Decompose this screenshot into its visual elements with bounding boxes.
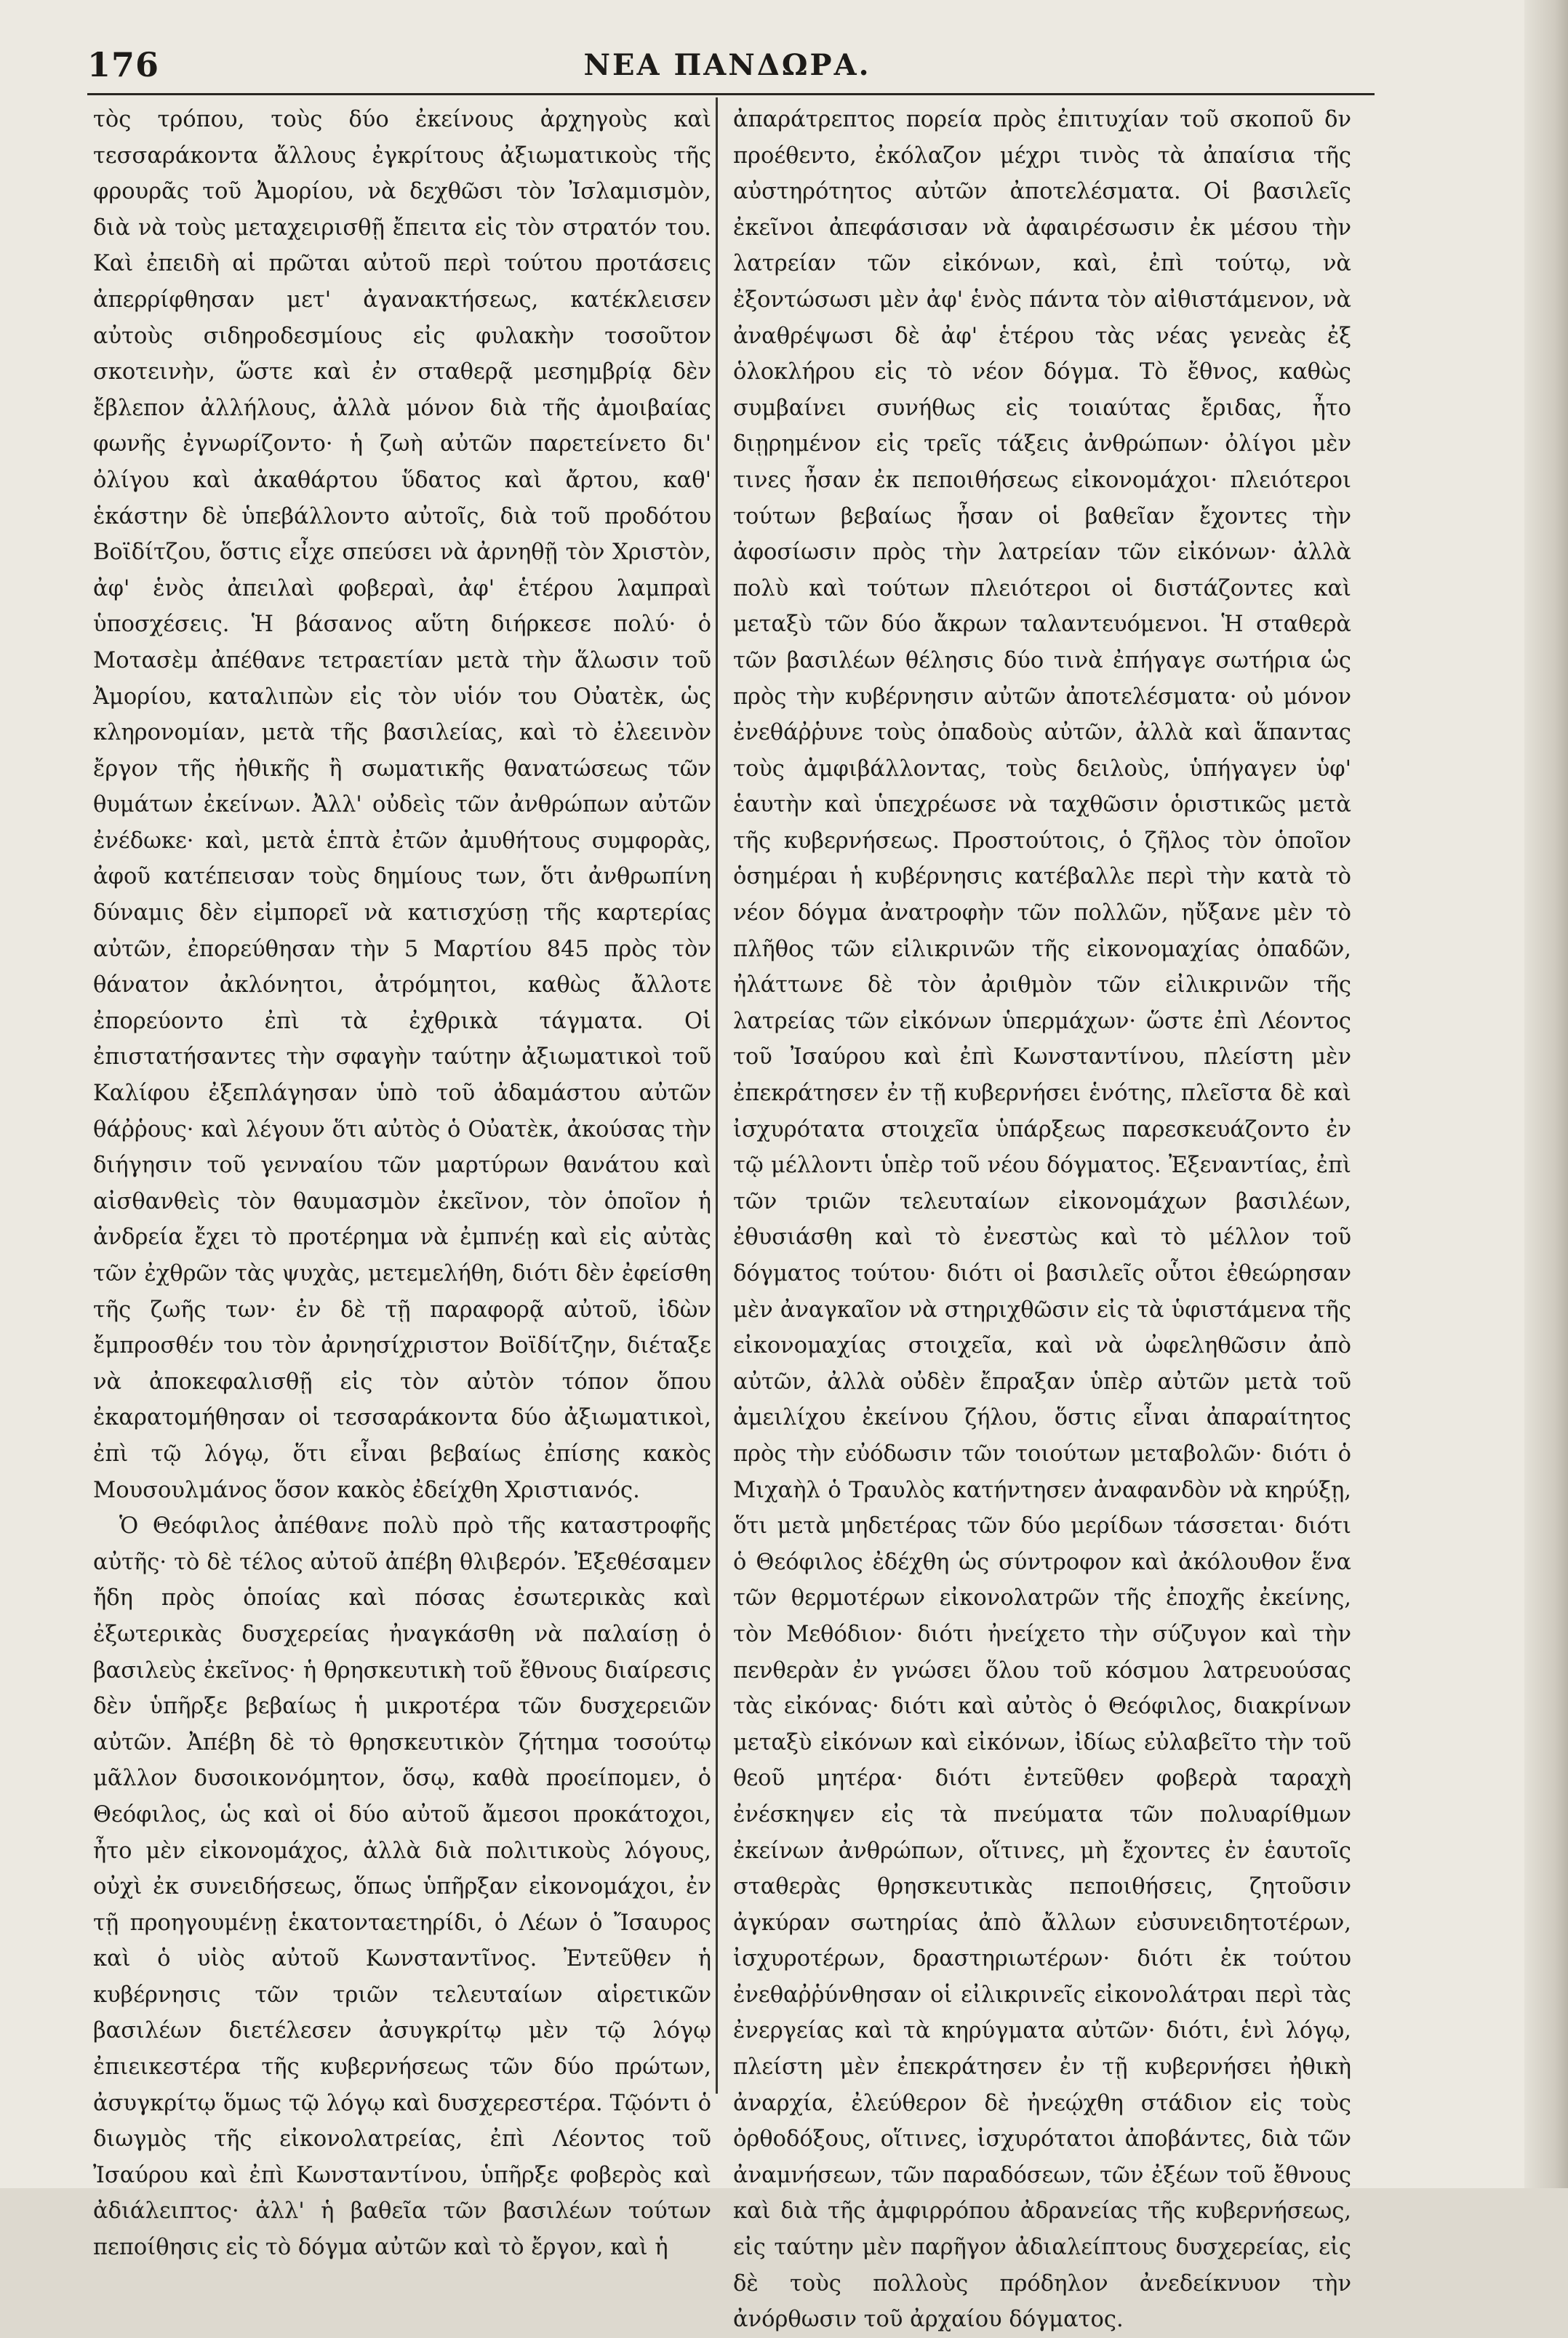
right-paragraph-1: ἀπαράτρεπτος πορεία πρὸς ἐπιτυχίαν τοῦ σκοποῦ δν προέθεντο, ἐκόλαζον μέχρι τινὸς τὰ ἀπαίσια τῆς αὐστηρότητος αὐτῶν ἀποτελέσματα. Οἱ βασιλεῖς ἐκεῖνοι ἀπεφάσισαν νὰ ἀφαιρέσωσιν ἐκ μέσου τὴν λατρείαν τῶν εἰκόνων, καὶ, ἐπὶ τούτῳ, νὰ ἐξοντώσωσι μὲν ἀφ' ἑνὸς πάντα τὸν αἰθιστάμενον, νὰ ἀναθρέψωσι δὲ ἀφ' ἑτέρου τὰς νέας γενεὰς ἐξ ὁλοκλήρου εἰς τὸ νέον δόγμα. Τὸ ἔθνος, καθὼς συμβαίνει συνήθως εἰς τοιαύτας ἔριδας, ἦτο διῃρημένον εἰς τρεῖς τάξεις ἀνθρώπων· ὀλίγοι μὲν τινες ἦσαν ἐκ πεποιθήσεως εἰκονομάχοι· πλειότεροι τούτων βεβαίως ἦσαν οἱ βαθεῖαν ἔχοντες τὴν ἀφοσίωσιν πρὸς τὴν λατρείαν τῶν εἰκόνων· ἀλλὰ πολὺ καὶ τούτων πλειότεροι οἱ διστάζοντες καὶ μεταξὺ τῶν δύο ἄκρων ταλαντευόμενοι. Ἡ σταθερὰ τῶν βασιλέων θέλησις δύο τινὰ ἐπήγαγε σωτήρια ὡς πρὸς τὴν κυβέρνησιν αὐτῶν ἀποτελέσματα· οὐ μόνον ἐνεθάῤῥυνε τοὺς ὀπαδοὺς αὐτῶν, ἀλλὰ καὶ ἅπαντας τοὺς ἀμφιβάλλοντας, τοὺς δειλοὺς, ὑπήγαγεν ὑφ' ἑαυτὴν καὶ ὑπεχρέωσε νὰ ταχθῶσιν ὁριστικῶς μετὰ τῆς κυβερνήσεως. Προστούτοις, ὁ ζῆλος τὸν ὁποῖον ὁσημέραι ἡ κυβέρνησις κατέβαλλε περὶ τὴν κατὰ τὸ νέον δόγμα ἀνατροφὴν τῶν πολλῶν, ηὔξανε μὲν τὸ πλῆθος τῶν εἰλικρινῶν τῆς εἰκονομαχίας ὀπαδῶν, ἠλάττωνε δὲ τὸν ἀριθμὸν τῶν εἰλικρινῶν τῆς λατρείας τῶν εἰκόνων ὑπερμάχων· ὥστε ἐπὶ Λέοντος τοῦ Ἰσαύρου καὶ ἐπὶ Κωνσταντίνου, πλείστη μὲν ἐπεκράτησεν ἐν τῇ κυβερνήσει ἑνότης, πλεῖστα δὲ καὶ ἰσχυρότατα στοιχεῖα ὑπάρξεως παρεσκευάζοντο ἐν τῷ μέλλοντι ὑπὲρ τοῦ νέου δόγματος. Ἐξεναντίας, ἐπὶ τῶν τριῶν τελευταίων εἰκονομάχων βασιλέων, ἐθυσιάσθη καὶ τὸ ἐνεστὼς καὶ τὸ μέλλον τοῦ δόγματος τούτου· διότι οἱ βασιλεῖς οὗτοι ἐθεώρησαν μὲν ἀναγκαῖον νὰ στηριχθῶσιν εἰς τὰ ὑφιστάμενα τῆς εἰκονομαχίας στοιχεῖα, καὶ νὰ ὠφεληθῶσιν ἀπὸ αὐτῶν, ἀλλὰ οὐδὲν ἔπραξαν ὑπὲρ αὐτῶν μετὰ τοῦ ἀμειλίχου ἐκείνου ζήλου, ὅστις εἶναι ἀπαραίτητος πρὸς τὴν εὐόδωσιν τῶν τοιούτων μεταβολῶν· διότι ὁ Μιχαὴλ ὁ Τραυλὸς κατήντησεν ἀναφανδὸν νὰ κηρύξῃ, ὅτι μετὰ μηδετέρας τῶν δύο μερίδων τάσσεται· διότι ὁ Θεόφιλος ἐδέχθη ὡς σύντροφον καὶ ἀκόλουθον ἕνα τῶν θερμοτέρων εἰκονολατρῶν τῆς ἐποχῆς ἐκείνης, τὸν Μεθόδιον· διότι ἠνείχετο τὴν σύζυγον καὶ τὴν πενθερὰν ἐν γνώσει ὅλου τοῦ κόσμου λατρευούσας τὰς εἰκόνας· διότι καὶ αὐτὸς ὁ Θεόφιλος, διακρίνων μεταξὺ εἰκόνων καὶ εἰκόνων, ἰδίως εὐλαβεῖτο τὴν τοῦ θεοῦ μητέρα· διότι ἐντεῦθεν φοβερὰ ταραχὴ ἐνέσκηψεν εἰς τὰ πνεύματα τῶν πολυαρίθμων ἐκείνων ἀνθρώπων, οἵτινες, μὴ ἔχοντες ἐν ἑαυτοῖς σταθερὰς θρησκευτικὰς πεποιθήσεις, ζητοῦσιν ἀγκύραν σωτηρίας ἀπὸ ἄλλων εὐσυνειδητοτέρων, ἰσχυροτέρων, δραστηριωτέρων· διότι ἐκ τούτου ἐνεθαῤῥύνθησαν οἱ εἰλικρινεῖς εἰκονολάτραι περὶ τὰς ἐνεργείας καὶ τὰ κηρύγματα αὐτῶν· διότι, ἑνὶ λόγῳ, πλείστη μὲν ἐπεκράτησεν ἐν τῇ κυβερνήσει ἠθικὴ ἀναρχία, ἐλεύθερον δὲ ἠνεῴχθη στάδιον εἰς τοὺς ὀρθοδόξους, οἵτινες, ἰσχυρότατοι ἀποβάντες, διὰ τῶν ἀναμνήσεων, τῶν παραδόσεων, τῶν ἐξέων τοῦ ἔθνους καὶ διὰ τῆς ἀμφιρρόπου ἀδρανείας τῆς κυβερνήσεως, εἰς ταύτην μὲν παρῆγον ἀδιαλείπτους δυσχερείας, εἰς δὲ τοὺς πολλοὺς πρόδηλον ἀνεδείκνυον τὴν ἀνόρθωσιν τοῦ ἀρχαίου δόγματος. xyxy=(733,107,1351,2333)
running-title: ΝΕΑ ΠΑΝΔΩΡΑ. xyxy=(583,48,871,82)
left-column xyxy=(93,102,711,2261)
column-divider xyxy=(716,97,718,2094)
page-header xyxy=(87,45,1367,89)
left-paragraph-2: Ὁ Θεόφιλος ἀπέθανε πολὺ πρὸ τῆς καταστροφῆς αὐτῆς· τὸ δὲ τέλος αὐτοῦ ἀπέβη θλιβερόν. Ἐξεθέσαμεν ἤδη πρὸς ὁποίας καὶ πόσας ἐσωτερικὰς καὶ ἐξωτερικὰς δυσχερείας ἠναγκάσθη νὰ παλαίσῃ ὁ βασιλεὺς ἐκεῖνος· ἡ θρησκευτικὴ τοῦ ἔθνους διαίρεσις δὲν ὑπῆρξε βεβαίως ἡ μικροτέρα τῶν δυσχερειῶν αὐτῶν. Ἀπέβη δὲ τὸ θρησκευτικὸν ζήτημα τοσούτῳ μᾶλλον δυσοικονόμητον, ὅσῳ, καθὰ προείπομεν, ὁ Θεόφιλος, ὡς καὶ οἱ δύο αὐτοῦ ἄμεσοι προκάτοχοι, ἦτο μὲν εἰκονομάχος, ἀλλὰ διὰ πολιτικοὺς λόγους, οὐχὶ ἐκ συνειδήσεως, ὅπως ὑπῆρξαν εἰκονομάχοι, ἐν τῇ προηγουμένῃ ἑκατονταετηρίδι, ὁ Λέων ὁ Ἴσαυρος καὶ ὁ υἱὸς αὐτοῦ Κωνσταντῖνος. Ἐντεῦθεν ἡ κυβέρνησις τῶν τριῶν τελευταίων αἱρετικῶν βασιλέων διετέλεσεν ἀσυγκρίτῳ μὲν τῷ λόγῳ ἐπιεικεστέρα τῆς κυβερνήσεως τῶν δύο πρώτων, ἀσυγκρίτῳ ὅμως τῷ λόγῳ καὶ δυσχερεστέρα. Τῷόντι ὁ διωγμὸς τῆς εἰκονολατρείας, ἐπὶ Λέοντος τοῦ Ἰσαύρου καὶ ἐπὶ Κωνσταντίνου, ὑπῆρξε φοβερὸς καὶ ἀδιάλειπτος· ἀλλ' ἡ βαθεῖα τῶν βασιλέων τούτων πεποίθησις εἰς τὸ δόγμα αὐτῶν καὶ τὸ ἔργον, καὶ ἡ xyxy=(93,1513,711,2261)
page-number: 176 xyxy=(87,45,160,84)
right-column xyxy=(733,102,1351,2333)
left-paragraph-1: τὸς τρόπου, τοὺς δύο ἐκείνους ἀρχηγοὺς καὶ τεσσαράκοντα ἄλλους ἐγκρίτους ἀξιωματικοὺς τῆς φρουρᾶς τοῦ Ἀμορίου, νὰ δεχθῶσι τὸν Ἰσλαμισμὸν, διὰ νὰ τοὺς μεταχειρισθῇ ἔπειτα εἰς τὸν στρατόν του. Καὶ ἐπειδὴ αἱ πρῶται αὐτοῦ περὶ τούτου προτάσεις ἀπερρίφθησαν μετ' ἀγανακτήσεως, κατέκλεισεν αὐτοὺς σιδηροδεσμίους εἰς φυλακὴν τοσοῦτον σκοτεινὴν, ὥστε καὶ ἐν σταθερᾷ μεσημβρίᾳ δὲν ἔβλεπον ἀλλήλους, ἀλλὰ μόνον διὰ τῆς ἀμοιβαίας φωνῆς ἐγνωρίζοντο· ἡ ζωὴ αὐτῶν παρετείνετο δι' ὀλίγου καὶ ἀκαθάρτου ὕδατος καὶ ἄρτου, καθ' ἑκάστην δὲ ὑπεβάλλοντο αὐτοῖς, διὰ τοῦ προδότου Βοϊδίτζου, ὅστις εἶχε σπεύσει νὰ ἀρνηθῇ τὸν Χριστὸν, ἀφ' ἑνὸς ἀπειλαὶ φοβεραὶ, ἀφ' ἑτέρου λαμπραὶ ὑποσχέσεις. Ἡ βάσανος αὕτη διήρκεσε πολύ· ὁ Μοτασὲμ ἀπέθανε τετραετίαν μετὰ τὴν ἅλωσιν τοῦ Ἀμορίου, καταλιπὼν εἰς τὸν υἱόν του Οὐατὲκ, ὡς κληρονομίαν, μετὰ τῆς βασιλείας, καὶ τὸ ἐλεεινὸν ἔργον τῆς ἠθικῆς ἢ σωματικῆς θανατώσεως τῶν θυμάτων ἐκείνων. Ἀλλ' οὐδεὶς τῶν ἀνθρώπων αὐτῶν ἐνέδωκε· καὶ, μετὰ ἑπτὰ ἐτῶν ἀμυθήτους συμφορὰς, ἀφοῦ κατέπεισαν τοὺς δημίους των, ὅτι ἀνθρωπίνη δύναμις δὲν εἰμπορεῖ νὰ κατισχύσῃ τῆς καρτερίας αὐτῶν, ἐπορεύθησαν τὴν 5 Μαρτίου 845 πρὸς τὸν θάνατον ἀκλόνητοι, ἀτρόμητοι, καθὼς ἄλλοτε ἐπορεύοντο ἐπὶ τὰ ἐχθρικὰ τάγματα. Οἱ ἐπιστατήσαντες τὴν σφαγὴν ταύτην ἀξιωματικοὶ τοῦ Καλίφου ἐξεπλάγησαν ὑπὸ τοῦ ἀδαμάστου αὐτῶν θάῤῥους· καὶ λέγουν ὅτι αὐτὸς ὁ Οὐατὲκ, ἀκούσας τὴν διήγησιν τοῦ γενναίου τῶν μαρτύρων θανάτου καὶ αἰσθανθεὶς τὸν θαυμασμὸν ἐκεῖνον, τὸν ὁποῖον ἡ ἀνδρεία ἔχει τὸ προτέρημα νὰ ἐμπνέῃ καὶ εἰς αὐτὰς τῶν ἐχθρῶν τὰς ψυχὰς, μετεμελήθη, διότι δὲν ἐφείσθη τῆς ζωῆς των· ἐν δὲ τῇ παραφορᾷ αὐτοῦ, ἰδὼν ἔμπροσθέν του τὸν ἀρνησίχριστον Βοϊδίτζην, διέταξε νὰ ἀποκεφαλισθῇ εἰς τὸν αὐτὸν τόπον ὅπου ἐκαρατομήθησαν οἱ τεσσαράκοντα δύο ἀξιωματικοὶ, ἐπὶ τῷ λόγῳ, ὅτι εἶναι βεβαίως ἐπίσης κακὸς Μουσουλμάνος ὅσον κακὸς ἐδείχθη Χριστιανός. xyxy=(93,107,711,1503)
header-rule xyxy=(87,93,1375,95)
page-gutter-shadow xyxy=(1524,0,1568,2188)
